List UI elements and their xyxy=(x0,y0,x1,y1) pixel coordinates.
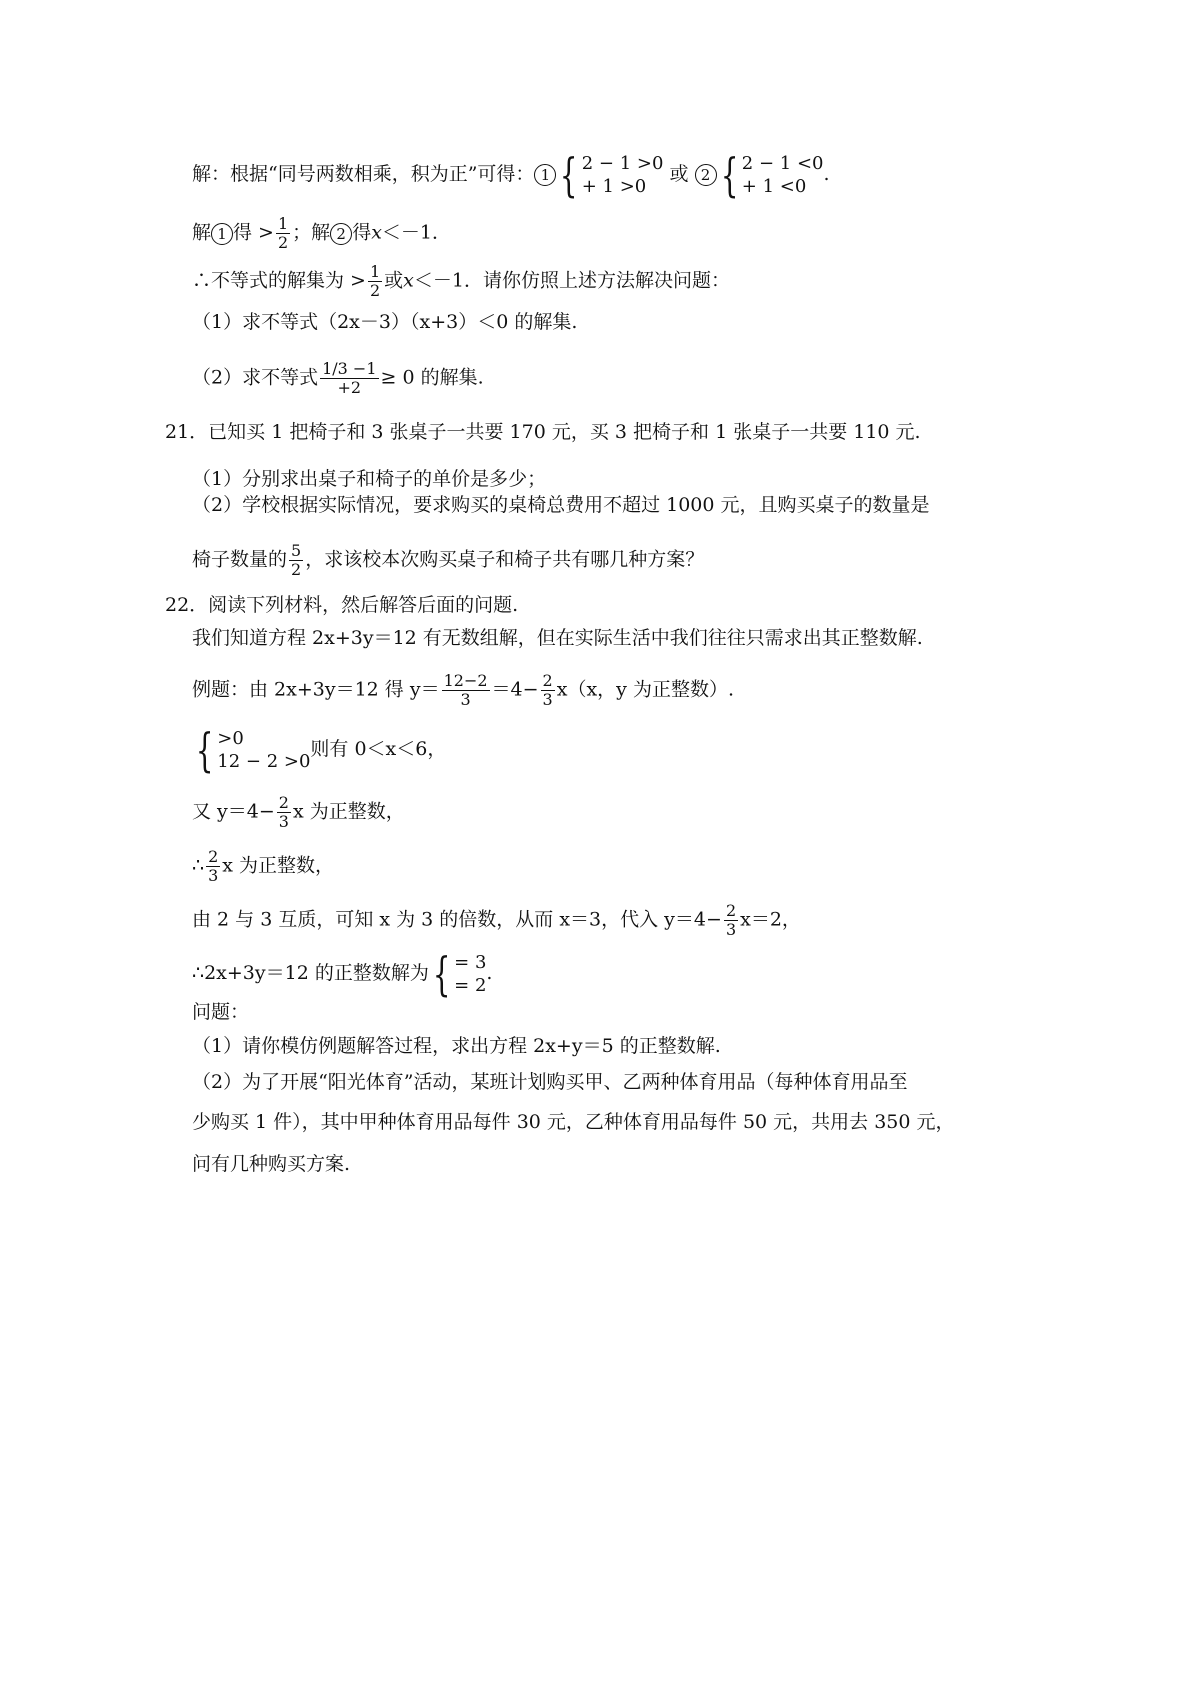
brace-icon: { xyxy=(432,947,451,1001)
solution-line-3 xyxy=(192,263,730,300)
denominator: 2 xyxy=(291,560,302,579)
circled-number: 1 xyxy=(534,164,556,186)
denominator: +2 xyxy=(337,378,362,397)
q22-part-2-cont: 少购买 1 件），其中甲种体育用品每件 30 元，乙种体育用品每件 50 元，共用去 350 元， xyxy=(192,1111,955,1133)
circled-number: 1 xyxy=(211,223,233,245)
fraction xyxy=(442,672,490,709)
text: ∴ xyxy=(192,854,205,877)
numerator: 2 xyxy=(725,901,737,920)
denominator: 2 xyxy=(369,281,381,300)
q22-line-7 xyxy=(192,947,493,1001)
question-20-part-1: （1）求不等式（2x－3）（x+3）＜0 的解集. xyxy=(192,311,578,333)
q22-system-line xyxy=(192,723,447,777)
numerator: 12−2 xyxy=(443,671,488,690)
text: 得 xyxy=(352,221,372,244)
q22-line-1: 我们知道方程 2x+3y＝12 有无数组解，但在实际生活中我们往往只需求出其正整数解. xyxy=(192,627,923,649)
numerator: 1 xyxy=(277,214,289,233)
text: ＜－1． xyxy=(381,221,452,244)
q22-part-1: （1）请你模仿例题解答过程，求出方程 2x+y＝5 的正整数解. xyxy=(192,1035,721,1057)
circled-number: 2 xyxy=(330,223,352,245)
text: ∴不等式的解集为 > xyxy=(192,269,366,292)
solution-system xyxy=(454,951,486,997)
brace-icon: { xyxy=(195,723,214,777)
text: 椅子数量的 xyxy=(192,548,288,571)
text: ≥ 0 的解集. xyxy=(380,366,484,389)
q22-problem-label: 问题： xyxy=(192,1001,250,1023)
text: x 为正整数， xyxy=(292,800,405,823)
brace-icon: { xyxy=(560,148,578,202)
question-21-part-2: （2）学校根据实际情况，要求购买的桌椅总费用不超过 1000 元，且购买桌子的数量是 xyxy=(192,494,930,516)
inequality-system xyxy=(217,727,310,773)
text: ＜－1．请你仿照上述方法解决问题： xyxy=(413,269,730,292)
numerator: 5 xyxy=(291,541,302,560)
text: 或 xyxy=(384,269,404,292)
system-row: 2 − 1 >0 xyxy=(581,153,664,174)
denominator: 3 xyxy=(725,920,737,939)
denominator: 3 xyxy=(278,812,289,831)
numerator: 2 xyxy=(208,847,219,866)
denominator: 3 xyxy=(208,866,219,885)
system-row: = 2 xyxy=(454,975,487,996)
text: 解 xyxy=(192,221,212,244)
system-row: 12 − 2 >0 xyxy=(217,751,311,772)
denominator: 3 xyxy=(542,690,553,709)
text: . xyxy=(823,163,830,185)
q22-part-2: （2）为了开展“阳光体育”活动，某班计划购买甲、乙两种体育用品（每种体育用品至 xyxy=(192,1071,908,1093)
fraction xyxy=(724,902,738,939)
q22-line-4 xyxy=(192,794,405,831)
fraction xyxy=(320,360,378,397)
text: ∴2x+3y＝12 的正整数解为 xyxy=(192,962,429,984)
q22-line-5 xyxy=(192,848,334,885)
fraction xyxy=(289,542,303,579)
question-21-part-2-cont xyxy=(192,542,704,579)
numerator: 2 xyxy=(278,793,289,812)
text: ＝4− xyxy=(491,678,539,701)
text: x（x，y 为正整数）. xyxy=(556,678,734,701)
fraction xyxy=(276,215,290,252)
text: 得 > xyxy=(233,221,274,244)
text: 由 2 与 3 互质，可知 x 为 3 的倍数，从而 x＝3，代入 y＝4− xyxy=(192,908,722,931)
fraction xyxy=(206,848,220,885)
fraction xyxy=(368,263,382,300)
q22-line-6 xyxy=(192,902,801,939)
text: 或 xyxy=(669,163,689,185)
variable: x xyxy=(371,221,382,244)
numerator: 2 xyxy=(542,671,553,690)
inequality-system-1 xyxy=(582,152,664,198)
text: 例题：由 2x+3y＝12 得 y＝ xyxy=(192,678,440,701)
fraction xyxy=(277,794,291,831)
brace-icon: { xyxy=(720,148,738,202)
question-22: 22．阅读下列材料，然后解答后面的问题. xyxy=(165,594,519,616)
system-row: = 3 xyxy=(454,952,487,973)
text: ；解 xyxy=(292,221,331,244)
text: 则有 0＜x＜6， xyxy=(310,738,447,760)
question-21: 21．已知买 1 把椅子和 3 张桌子一共要 170 元，买 3 把椅子和 1 张桌子一共要 110 元. xyxy=(165,421,921,443)
inequality-system-2 xyxy=(742,152,824,198)
solution-line-2 xyxy=(192,215,451,252)
q22-example xyxy=(192,672,734,709)
system-row: + 1 <0 xyxy=(741,176,807,197)
q22-part-2-end: 问有几种购买方案. xyxy=(192,1153,351,1175)
text: （2）求不等式 xyxy=(192,366,319,389)
text: . xyxy=(486,962,493,984)
system-row: + 1 >0 xyxy=(581,176,647,197)
numerator: 1/3 −1 xyxy=(322,359,377,378)
fraction xyxy=(541,672,555,709)
system-row: 2 − 1 <0 xyxy=(741,153,824,174)
text: ，求该校本次购买桌子和椅子共有哪几种方案？ xyxy=(305,548,705,571)
text: x＝2， xyxy=(740,908,801,931)
circled-number: 2 xyxy=(695,164,717,186)
denominator: 3 xyxy=(460,690,471,709)
solution-line-1 xyxy=(192,148,830,202)
question-21-part-1: （1）分别求出桌子和椅子的单价是多少； xyxy=(192,468,547,490)
denominator: 2 xyxy=(277,233,289,252)
numerator: 1 xyxy=(369,262,381,281)
variable: x xyxy=(403,269,414,292)
text: 解：根据“同号两数相乘，积为正”可得： xyxy=(192,163,535,185)
text: x 为正整数， xyxy=(222,854,335,877)
system-row: >0 xyxy=(217,728,244,749)
text: 又 y＝4− xyxy=(192,800,275,823)
question-20-part-2 xyxy=(192,360,484,397)
